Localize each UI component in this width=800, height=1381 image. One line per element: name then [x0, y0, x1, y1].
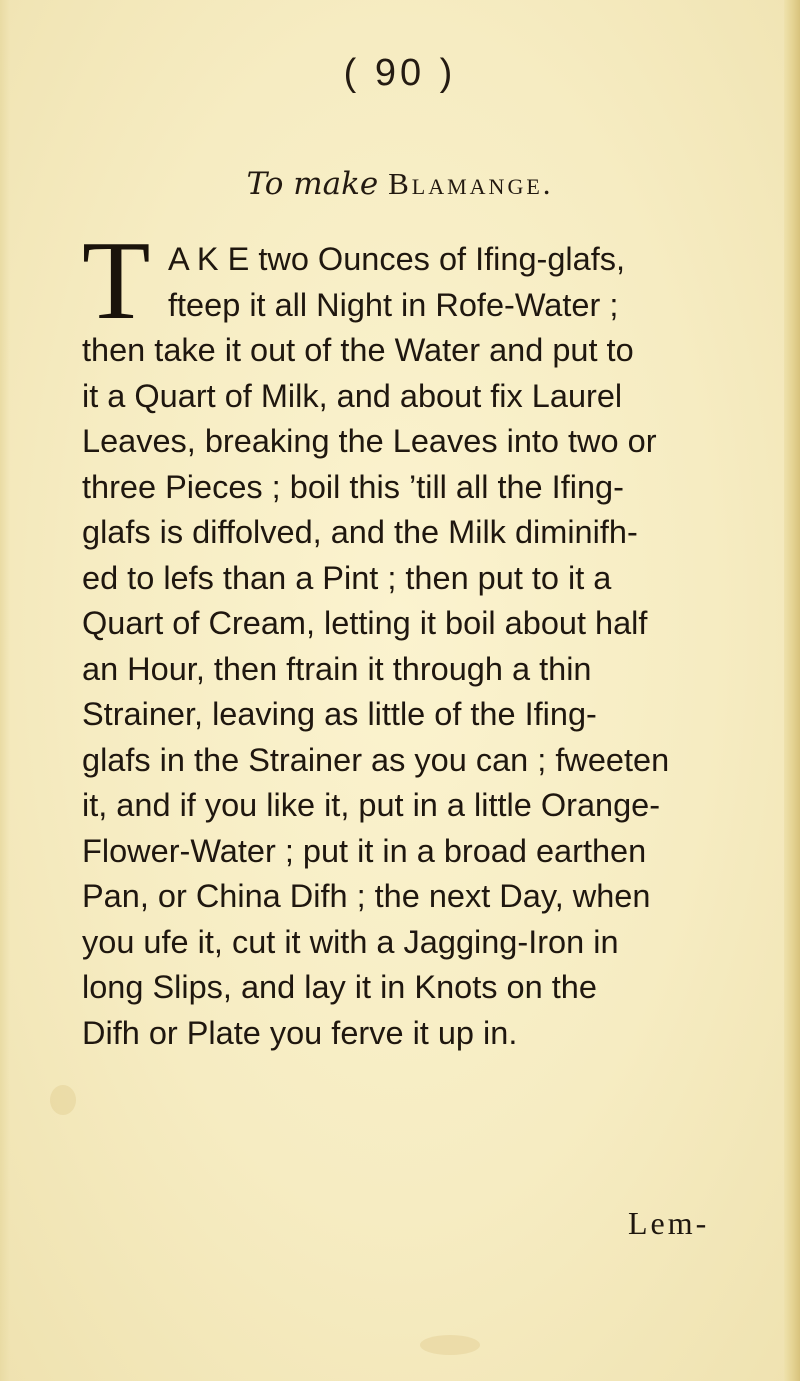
text-line: Quart of Cream, letting it boil about half	[82, 605, 648, 641]
text-line: you ufe it, cut it with a Jagging-Iron in	[82, 923, 619, 960]
text-line: an Hour, then ftrain it through a thin	[82, 650, 592, 687]
text-line: then take it out of the Water and put to	[82, 332, 634, 368]
text-line: ed to lefs than a Pint ; then put to it a	[82, 559, 612, 596]
text-line: Difh or Plate you ferve it up in.	[82, 1014, 518, 1051]
paper-stain	[420, 1335, 480, 1355]
recipe-text	[0, 219, 800, 1147]
recipe-title	[0, 166, 800, 202]
text-line: it, and if you like it, put in a little Orange-	[82, 787, 661, 823]
page-number: ( 90 )	[343, 52, 457, 94]
text-line: long Slips, and lay it in Knots on the	[82, 969, 597, 1005]
catchword: Lem-	[628, 1205, 710, 1241]
text-line: fteep it all Night in Rofe-Water ;	[168, 286, 619, 323]
text-line: Flower-Water ; put it in a broad earthen	[82, 832, 647, 869]
text-line: three Pieces ; boil this ’till all the Ifing-	[82, 468, 624, 505]
text-line: glafs in the Strainer as you can ; fweeten	[82, 741, 670, 778]
text-line: Pan, or China Difh ; the next Day, when	[82, 878, 651, 914]
recipe-title-italic: To make	[246, 166, 379, 202]
text-line: Leaves, breaking the Leaves into two or	[82, 423, 657, 459]
recipe-title-caps: Blamange.	[388, 166, 554, 201]
text-line: A K E two Ounces of Ifing-glafs,	[168, 241, 626, 277]
text-line: glafs is diffolved, and the Milk diminifh-	[82, 514, 638, 550]
text-line: Strainer, leaving as little of the Ifing-	[82, 696, 597, 732]
drop-cap: T	[82, 219, 151, 343]
text-line: it a Quart of Milk, and about fix Laurel	[82, 377, 623, 414]
